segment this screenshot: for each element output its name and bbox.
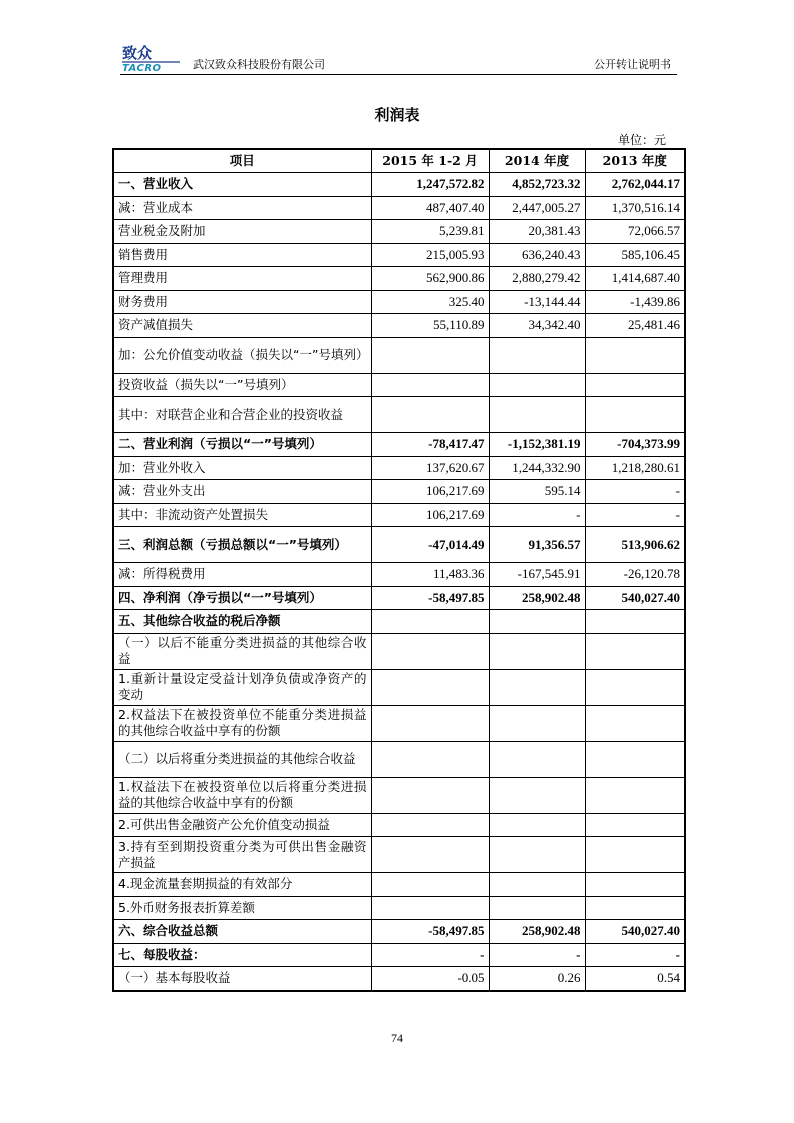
table-row bbox=[113, 290, 685, 314]
value-2013: 585,106.45 bbox=[585, 243, 685, 267]
value-2013: 1,218,280.61 bbox=[585, 456, 685, 480]
value-2014 bbox=[489, 669, 585, 705]
row-label: 管理费用 bbox=[113, 267, 371, 291]
value-2013: - bbox=[585, 943, 685, 967]
table-row bbox=[113, 373, 685, 397]
value-2015 bbox=[371, 873, 489, 897]
value-2013 bbox=[585, 837, 685, 873]
value-2013: 0.54 bbox=[585, 967, 685, 991]
value-2013: 25,481.46 bbox=[585, 314, 685, 338]
row-label: 七、每股收益： bbox=[113, 943, 371, 967]
table-row bbox=[113, 920, 685, 944]
value-2014: 595.14 bbox=[489, 480, 585, 504]
row-label: 其中：对联营企业和合营企业的投资收益 bbox=[113, 397, 371, 433]
value-2013 bbox=[585, 813, 685, 837]
value-2015 bbox=[371, 633, 489, 669]
row-label: 减：营业外支出 bbox=[113, 480, 371, 504]
company-name: 武汉致众科技股份有限公司 bbox=[193, 58, 325, 71]
table-row bbox=[113, 873, 685, 897]
table-row bbox=[113, 267, 685, 291]
value-2014 bbox=[489, 373, 585, 397]
value-2014 bbox=[489, 777, 585, 813]
row-label: 3.持有至到期投资重分类为可供出售金融资产损益 bbox=[113, 837, 371, 873]
value-2015: 106,217.69 bbox=[371, 480, 489, 504]
table-row bbox=[113, 837, 685, 873]
table-row bbox=[113, 669, 685, 705]
column-header-2015: 2015 年 1-2 月 bbox=[371, 149, 489, 173]
value-2013: -704,373.99 bbox=[585, 433, 685, 457]
table-row bbox=[113, 896, 685, 920]
value-2015 bbox=[371, 705, 489, 741]
document-type: 公开转让说明书 bbox=[594, 58, 671, 71]
value-2014: 1,244,332.90 bbox=[489, 456, 585, 480]
row-label: 三、利润总额（亏损总额以“一”号填列） bbox=[113, 527, 371, 563]
value-2015: 325.40 bbox=[371, 290, 489, 314]
value-2015: -58,497.85 bbox=[371, 920, 489, 944]
value-2015: - bbox=[371, 943, 489, 967]
table-row bbox=[113, 243, 685, 267]
value-2014: - bbox=[489, 943, 585, 967]
value-2013: 1,414,687.40 bbox=[585, 267, 685, 291]
value-2013 bbox=[585, 705, 685, 741]
row-label: 减：所得税费用 bbox=[113, 563, 371, 587]
value-2014: -1,152,381.19 bbox=[489, 433, 585, 457]
table-row bbox=[113, 220, 685, 244]
value-2015: 1,247,572.82 bbox=[371, 173, 489, 197]
value-2013 bbox=[585, 873, 685, 897]
value-2014 bbox=[489, 705, 585, 741]
row-label: 营业税金及附加 bbox=[113, 220, 371, 244]
table-row bbox=[113, 337, 685, 373]
value-2013: - bbox=[585, 480, 685, 504]
value-2015: 562,900.86 bbox=[371, 267, 489, 291]
table-row bbox=[113, 705, 685, 741]
table-row bbox=[113, 480, 685, 504]
value-2015: 215,005.93 bbox=[371, 243, 489, 267]
row-label: 加：公允价值变动收益（损失以“一”号填列） bbox=[113, 337, 371, 373]
value-2014: - bbox=[489, 503, 585, 527]
row-label: 一、营业收入 bbox=[113, 173, 371, 197]
row-label: 财务费用 bbox=[113, 290, 371, 314]
value-2014: 20,381.43 bbox=[489, 220, 585, 244]
value-2015: 11,483.36 bbox=[371, 563, 489, 587]
value-2013 bbox=[585, 741, 685, 777]
value-2015: 106,217.69 bbox=[371, 503, 489, 527]
value-2014 bbox=[489, 837, 585, 873]
value-2014: -167,545.91 bbox=[489, 563, 585, 587]
value-2013 bbox=[585, 896, 685, 920]
row-label: 二、营业利润（亏损以“一”号填列） bbox=[113, 433, 371, 457]
value-2015: 137,620.67 bbox=[371, 456, 489, 480]
value-2015 bbox=[371, 813, 489, 837]
value-2015: -47,014.49 bbox=[371, 527, 489, 563]
column-header-2013: 2013 年度 bbox=[585, 149, 685, 173]
value-2015 bbox=[371, 337, 489, 373]
table-row bbox=[113, 527, 685, 563]
value-2014: 258,902.48 bbox=[489, 586, 585, 610]
value-2014 bbox=[489, 873, 585, 897]
value-2014: 2,447,005.27 bbox=[489, 196, 585, 220]
table-row bbox=[113, 967, 685, 991]
row-label: 五、其他综合收益的税后净额 bbox=[113, 610, 371, 634]
value-2015 bbox=[371, 397, 489, 433]
value-2015 bbox=[371, 896, 489, 920]
row-label: 2.权益法下在被投资单位不能重分类进损益的其他综合收益中享有的份额 bbox=[113, 705, 371, 741]
table-row bbox=[113, 456, 685, 480]
value-2014: 2,880,279.42 bbox=[489, 267, 585, 291]
logo-english-text: TACRO bbox=[122, 63, 162, 72]
value-2014: 34,342.40 bbox=[489, 314, 585, 338]
value-2013 bbox=[585, 373, 685, 397]
value-2013: 540,027.40 bbox=[585, 920, 685, 944]
value-2015 bbox=[371, 610, 489, 634]
value-2014 bbox=[489, 633, 585, 669]
value-2014: 0.26 bbox=[489, 967, 585, 991]
value-2013 bbox=[585, 777, 685, 813]
value-2015 bbox=[371, 777, 489, 813]
table-row bbox=[113, 433, 685, 457]
value-2014: 91,356.57 bbox=[489, 527, 585, 563]
table-row bbox=[113, 586, 685, 610]
value-2013 bbox=[585, 669, 685, 705]
table-row bbox=[113, 173, 685, 197]
value-2013 bbox=[585, 397, 685, 433]
row-label: （二）以后将重分类进损益的其他综合收益 bbox=[113, 741, 371, 777]
value-2014 bbox=[489, 337, 585, 373]
table-header-row bbox=[113, 149, 685, 173]
value-2015: -58,497.85 bbox=[371, 586, 489, 610]
value-2013 bbox=[585, 610, 685, 634]
column-header-item: 项目 bbox=[113, 149, 371, 173]
table-row bbox=[113, 943, 685, 967]
page-title: 利润表 bbox=[374, 106, 420, 124]
value-2015 bbox=[371, 669, 489, 705]
row-label: 四、净利润（净亏损以“一”号填列） bbox=[113, 586, 371, 610]
value-2014 bbox=[489, 397, 585, 433]
value-2014: 258,902.48 bbox=[489, 920, 585, 944]
row-label: 其中：非流动资产处置损失 bbox=[113, 503, 371, 527]
value-2013: 513,906.62 bbox=[585, 527, 685, 563]
value-2013 bbox=[585, 633, 685, 669]
income-statement-table bbox=[112, 148, 686, 992]
value-2013: - bbox=[585, 503, 685, 527]
table-row bbox=[113, 314, 685, 338]
value-2015: 55,110.89 bbox=[371, 314, 489, 338]
value-2015: 487,407.40 bbox=[371, 196, 489, 220]
table-row bbox=[113, 196, 685, 220]
value-2013: 1,370,516.14 bbox=[585, 196, 685, 220]
logo-chinese-text: 致众 bbox=[122, 44, 153, 62]
value-2014: 4,852,723.32 bbox=[489, 173, 585, 197]
value-2015: -0.05 bbox=[371, 967, 489, 991]
value-2015: -78,417.47 bbox=[371, 433, 489, 457]
value-2014 bbox=[489, 813, 585, 837]
row-label: 销售费用 bbox=[113, 243, 371, 267]
table-row bbox=[113, 610, 685, 634]
table-row bbox=[113, 741, 685, 777]
row-label: 1.重新计量设定受益计划净负债或净资产的变动 bbox=[113, 669, 371, 705]
table-row bbox=[113, 397, 685, 433]
table-row bbox=[113, 633, 685, 669]
value-2014 bbox=[489, 896, 585, 920]
row-label: （一）以后不能重分类进损益的其他综合收益 bbox=[113, 633, 371, 669]
table-row bbox=[113, 563, 685, 587]
value-2014: -13,144.44 bbox=[489, 290, 585, 314]
row-label: 1.权益法下在被投资单位以后将重分类进损益的其他综合收益中享有的份额 bbox=[113, 777, 371, 813]
value-2014: 636,240.43 bbox=[489, 243, 585, 267]
row-label: 资产减值损失 bbox=[113, 314, 371, 338]
value-2015 bbox=[371, 741, 489, 777]
row-label: 4.现金流量套期损益的有效部分 bbox=[113, 873, 371, 897]
value-2014 bbox=[489, 610, 585, 634]
value-2013: 72,066.57 bbox=[585, 220, 685, 244]
table-row bbox=[113, 777, 685, 813]
table-row bbox=[113, 503, 685, 527]
value-2015: 5,239.81 bbox=[371, 220, 489, 244]
row-label: 加：营业外收入 bbox=[113, 456, 371, 480]
row-label: 5.外币财务报表折算差额 bbox=[113, 896, 371, 920]
value-2013: 2,762,044.17 bbox=[585, 173, 685, 197]
column-header-2014: 2014 年度 bbox=[489, 149, 585, 173]
unit-label: 单位：元 bbox=[617, 133, 666, 147]
page-number: 74 bbox=[391, 1031, 403, 1045]
table-row bbox=[113, 813, 685, 837]
row-label: 减：营业成本 bbox=[113, 196, 371, 220]
value-2013: -26,120.78 bbox=[585, 563, 685, 587]
row-label: 投资收益（损失以“一”号填列） bbox=[113, 373, 371, 397]
value-2015 bbox=[371, 373, 489, 397]
row-label: 2.可供出售金融资产公允价值变动损益 bbox=[113, 813, 371, 837]
value-2013: 540,027.40 bbox=[585, 586, 685, 610]
value-2015 bbox=[371, 837, 489, 873]
page-header bbox=[120, 44, 677, 75]
row-label: 六、综合收益总额 bbox=[113, 920, 371, 944]
value-2013 bbox=[585, 337, 685, 373]
value-2013: -1,439.86 bbox=[585, 290, 685, 314]
value-2014 bbox=[489, 741, 585, 777]
company-logo bbox=[120, 44, 188, 72]
row-label: （一）基本每股收益 bbox=[113, 967, 371, 991]
